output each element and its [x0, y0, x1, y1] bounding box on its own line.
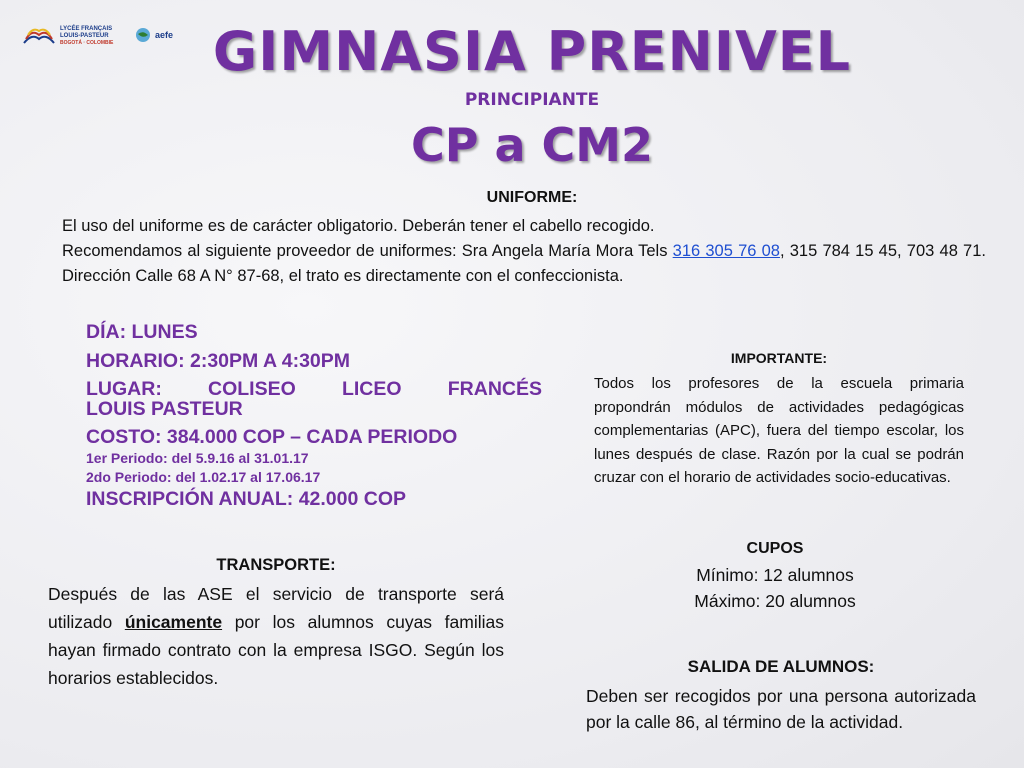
- transporte-text-post: por los alumnos cuyas familias hayan firmado contrato con la empresa ISGO. Según los horarios establecidos.: [48, 612, 504, 688]
- importante-heading: IMPORTANTE:: [730, 350, 828, 366]
- page-subtitle: PRINCIPIANTE: [464, 90, 600, 110]
- cupos-minimo: Mínimo: 12 alumnos: [696, 565, 854, 585]
- uniforme-text-pre: Recomendamos al siguiente proveedor de uniformes: Sra Angela María Mora Tels: [62, 242, 673, 260]
- importante-text: Todos los profesores de la escuela primaria propondrán módulos de actividades pedagógicas complementarias (APC), fuera del tiempo escolar, los lunes después de clase. Razón por la cual se podrán cruzar con el horario de actividades socio-educativas.: [594, 375, 964, 486]
- salida-heading: SALIDA DE ALUMNOS:: [687, 657, 875, 676]
- uniforme-line2: [62, 239, 986, 289]
- page-title: GIMNASIA PRENIVEL: [212, 20, 852, 83]
- info-inscripcion: INSCRIPCIÓN ANUAL: 42.000 COP: [86, 488, 407, 510]
- uniforme-text-post: , 315 784 15 45, 703 48 71. Dirección Calle 68 A N° 87-68, el trato es directamente con el confeccionista.: [62, 242, 986, 285]
- phone-link[interactable]: 316 305 76 08: [672, 242, 780, 260]
- salida-text: Deben ser recogidos por una persona autorizada por la calle 86, al término de la actividad.: [586, 686, 976, 732]
- cupos-section: [650, 536, 900, 614]
- aefe-name: aefe: [155, 30, 174, 40]
- schedule-info: [86, 320, 542, 511]
- info-periodo1: 1er Periodo: del 5.9.16 al 31.01.17: [86, 450, 309, 466]
- level-title: CP a CM2: [410, 118, 654, 172]
- info-dia: DÍA: LUNES: [86, 321, 198, 343]
- transporte-text: [48, 580, 504, 692]
- info-periodo2: 2do Periodo: del 1.02.17 al 17.06.17: [86, 469, 321, 485]
- transporte-heading: TRANSPORTE:: [216, 556, 336, 574]
- info-lugar-line2: LOUIS PASTEUR: [86, 398, 243, 420]
- info-lugar-line1: LUGAR: COLISEO LICEO FRANCÉS: [86, 378, 542, 400]
- transporte-emphasis: únicamente: [124, 612, 223, 632]
- uniforme-section: [62, 214, 986, 289]
- cupos-heading: CUPOS: [746, 540, 804, 557]
- lycee-name-line2: LOUIS-PASTEUR: [60, 32, 109, 39]
- info-costo: COSTO: 384.000 COP – CADA PERIODO: [86, 426, 458, 448]
- transporte-text-pre: Después de las ASE el servicio de transporte será utilizado: [48, 584, 504, 632]
- lycee-name-line1: LYCÉE FRANÇAIS: [60, 25, 113, 32]
- cupos-maximo: Máximo: 20 alumnos: [694, 591, 856, 611]
- uniforme-heading: UNIFORME:: [486, 189, 578, 206]
- uniforme-line1: El uso del uniforme es de carácter obligatorio. Deberán tener el cabello recogido.: [62, 217, 655, 235]
- lycee-city: BOGOTÁ · COLOMBIE: [60, 39, 114, 46]
- info-horario: HORARIO: 2:30PM A 4:30PM: [86, 350, 351, 372]
